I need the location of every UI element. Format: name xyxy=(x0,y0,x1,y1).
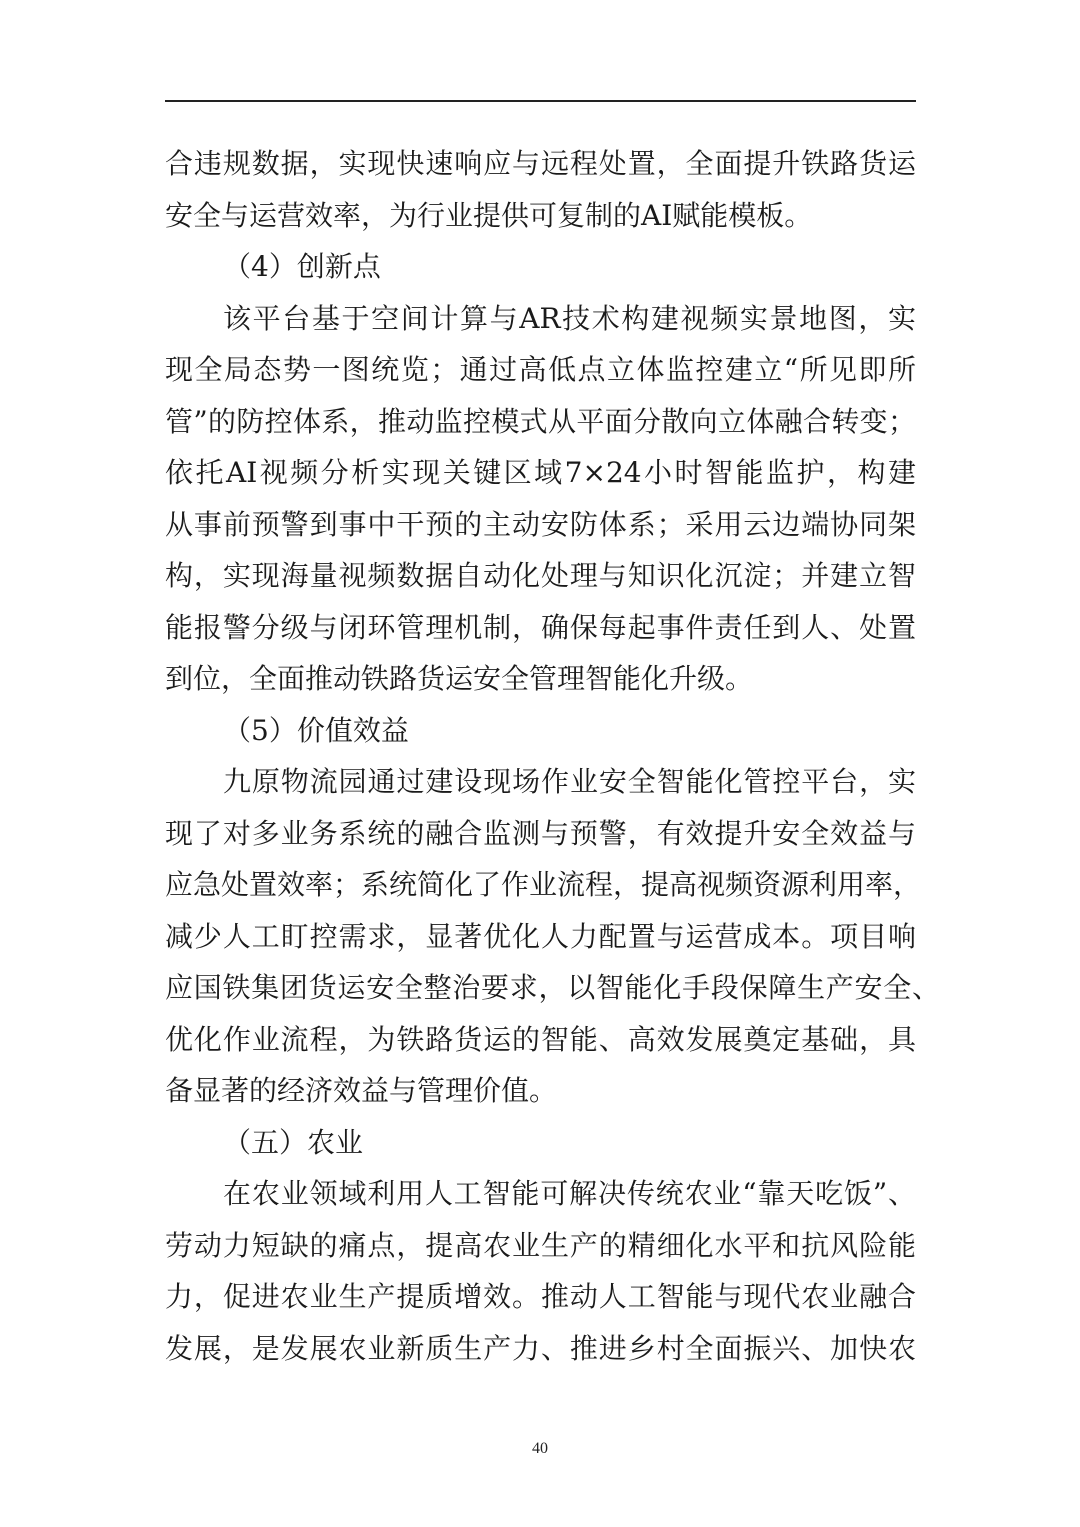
section-heading-agriculture: （五）农业 xyxy=(223,1125,364,1159)
text-line: 能报警分级与闭环管理机制，确保每起事件责任到人、处置 xyxy=(165,610,916,644)
document-body xyxy=(165,138,940,1374)
text-line: 合违规数据，实现快速响应与远程处置，全面提升铁路货运 xyxy=(165,147,916,180)
section-heading-innovation: （4）创新点 xyxy=(223,250,381,283)
paragraph-start: 在农业领域利用人工智能可解决传统农业“靠天吃饭”、 xyxy=(223,1177,916,1210)
text-line: 管”的防控体系，推动监控模式从平面分散向立体融合转变； xyxy=(165,404,916,438)
page-number: 40 xyxy=(532,1440,548,1457)
text-line: 力，促进农业生产提质增效。推动人工智能与现代农业融合 xyxy=(165,1280,916,1313)
text-line: 优化作业流程，为铁路货运的智能、高效发展奠定基础，具 xyxy=(165,1022,916,1056)
text-line: 到位，全面推动铁路货运安全管理智能化升级。 xyxy=(165,662,754,695)
section-heading-value: （5）价值效益 xyxy=(223,713,409,747)
text-line: 发展，是发展农业新质生产力、推进乡村全面振兴、加快农 xyxy=(165,1331,916,1365)
text-line: 构，实现海量视频数据自动化处理与知识化沉淀；并建立智 xyxy=(165,559,916,592)
text-line: 从事前预警到事中干预的主动安防体系；采用云边端协同架 xyxy=(165,507,916,541)
text-line: 现全局态势一图统览；通过高低点立体监控建立“所见即所 xyxy=(165,353,916,386)
text-line: 现了对多业务系统的融合监测与预警，有效提升安全效益与 xyxy=(165,816,916,850)
text-line: 劳动力短缺的痛点，提高农业生产的精细化水平和抗风险能 xyxy=(165,1228,916,1262)
text-line: 应国铁集团货运安全整治要求，以智能化手段保障生产安全、 xyxy=(165,971,940,1004)
text-line: 减少人工盯控需求，显著优化人力配置与运营成本。项目响 xyxy=(165,919,916,953)
text-line: 安全与运营效率，为行业提供可复制的AI赋能模板。 xyxy=(165,198,813,232)
text-line: 依托AI视频分析实现关键区域7×24小时智能监护，构建 xyxy=(165,456,916,489)
paragraph-start: 该平台基于空间计算与AR技术构建视频实景地图，实 xyxy=(223,301,916,335)
header-rule xyxy=(165,100,916,102)
paragraph-start: 九原物流园通过建设现场作业安全智能化管控平台，实 xyxy=(223,765,916,798)
text-line: 备显著的经济效益与管理价值。 xyxy=(165,1074,558,1107)
text-line: 应急处置效率；系统简化了作业流程，提高视频资源利用率， xyxy=(165,868,922,901)
